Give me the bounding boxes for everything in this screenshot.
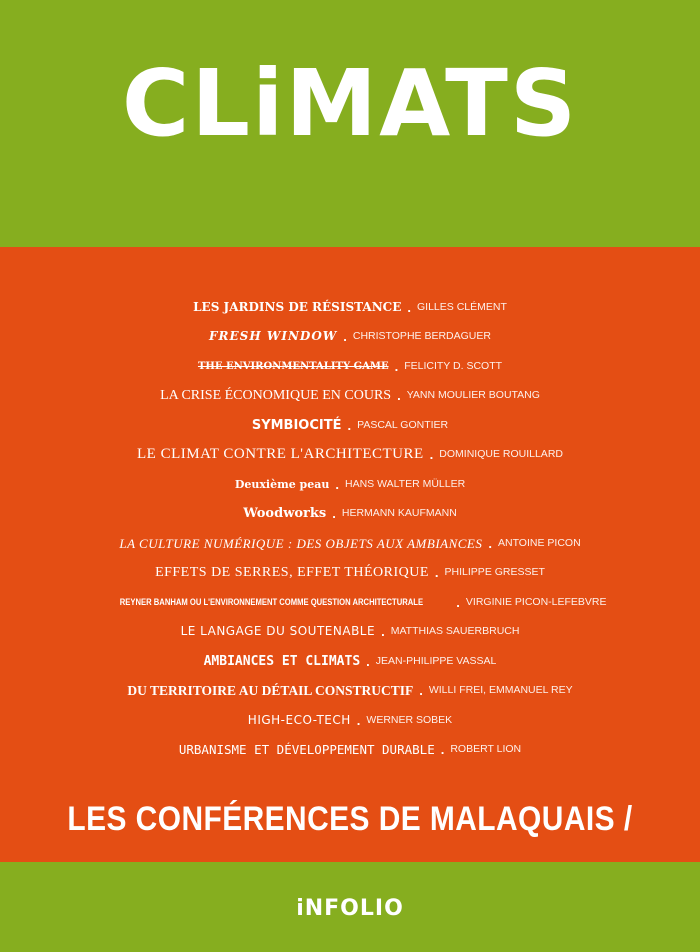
toc-title: REYNER BANHAM OU L'ENVIRONNEMENT COMME QUESTION ARCHITECTURALE	[120, 596, 424, 607]
toc-row	[0, 587, 700, 617]
publisher-logo: iNFOLIO	[296, 896, 404, 921]
toc-separator: .	[419, 683, 423, 699]
table-of-contents	[0, 292, 700, 764]
toc-row	[0, 410, 700, 440]
toc-author: ROBERT LION	[450, 743, 522, 756]
toc-title: AMBIANCES ET CLIMATS	[203, 653, 361, 669]
toc-title: SYMBIOCITÉ	[251, 417, 342, 433]
toc-row	[0, 440, 700, 470]
toc-separator: .	[332, 506, 336, 522]
toc-title: HIGH-ECO-TECH	[247, 712, 351, 727]
toc-title: Woodworks	[243, 506, 327, 522]
toc-author: DOMINIQUE ROUILLARD	[439, 448, 563, 461]
toc-author: ANTOINE PICON	[498, 536, 581, 549]
toc-author: PASCAL GONTIER	[357, 418, 449, 431]
toc-row	[0, 558, 700, 588]
toc-row	[0, 381, 700, 411]
cover-title: CLiMATS	[121, 50, 579, 157]
toc-author: HANS WALTER MÜLLER	[345, 477, 466, 490]
toc-separator: .	[429, 447, 434, 463]
toc-row	[0, 676, 700, 706]
toc-row	[0, 705, 700, 735]
toc-row	[0, 351, 700, 381]
toc-separator: .	[343, 329, 347, 345]
toc-separator: .	[434, 565, 439, 581]
series-title-text: LES CONFÉRENCES DE MALAQUAIS	[67, 800, 616, 838]
toc-separator: .	[407, 299, 411, 315]
toc-author: JEAN-PHILIPPE VASSAL	[375, 654, 497, 667]
toc-author: HERMANN KAUFMANN	[341, 507, 457, 520]
toc-separator: .	[456, 594, 460, 610]
toc-row	[0, 735, 700, 765]
toc-separator: .	[347, 417, 352, 433]
toc-title: LE CLIMAT CONTRE L'ARCHITECTURE	[137, 446, 424, 463]
toc-title: URBANISME ET DÉVELOPPEMENT DURABLE	[178, 742, 435, 758]
toc-separator: .	[440, 742, 445, 758]
toc-row	[0, 469, 700, 499]
series-title	[42, 800, 658, 839]
toc-separator: .	[356, 712, 361, 728]
toc-separator: .	[394, 358, 399, 374]
toc-author: PHILIPPE GRESSET	[444, 566, 545, 579]
toc-row	[0, 499, 700, 529]
toc-author: WILLI FREI, EMMANUEL REY	[428, 684, 573, 697]
toc-title: FRESH WINDOW	[209, 329, 338, 344]
toc-row	[0, 528, 700, 558]
toc-author: CHRISTOPHE BERDAGUER	[352, 330, 491, 343]
toc-title: LES JARDINS DE RÉSISTANCE	[193, 299, 402, 314]
toc-row	[0, 322, 700, 352]
toc-author: GILLES CLÉMENT	[417, 300, 507, 313]
toc-title: THE ENVIRONMENTALITY GAME	[197, 360, 389, 372]
series-slash-mark: /	[623, 800, 633, 838]
toc-author: VIRGINIE PICON-LEFEBVRE	[465, 595, 607, 608]
toc-title: LE LANGAGE DU SOUTENABLE	[180, 624, 376, 639]
toc-author: MATTHIAS SAUERBRUCH	[390, 625, 520, 638]
toc-separator: .	[488, 535, 492, 551]
toc-title: LA CRISE ÉCONOMIQUE EN COURS	[160, 388, 392, 404]
toc-separator: .	[335, 476, 339, 492]
toc-title: LA CULTURE NUMÉRIQUE : DES OBJETS AUX AMBIANCES	[119, 535, 483, 551]
toc-title: EFFETS DE SERRES, EFFET THÉORIQUE	[155, 565, 429, 581]
toc-row	[0, 292, 700, 322]
toc-author: FELICITY D. SCOTT	[404, 359, 503, 372]
toc-row	[0, 646, 700, 676]
toc-title: Deuxième peau	[234, 477, 330, 491]
toc-title: DU TERRITOIRE AU DÉTAIL CONSTRUCTIF	[127, 683, 414, 699]
toc-author: YANN MOULIER BOUTANG	[406, 389, 540, 402]
toc-separator: .	[397, 388, 401, 404]
toc-separator: .	[381, 624, 385, 640]
toc-author: WERNER SOBEK	[366, 713, 453, 726]
toc-separator: .	[366, 653, 370, 669]
toc-row	[0, 617, 700, 647]
